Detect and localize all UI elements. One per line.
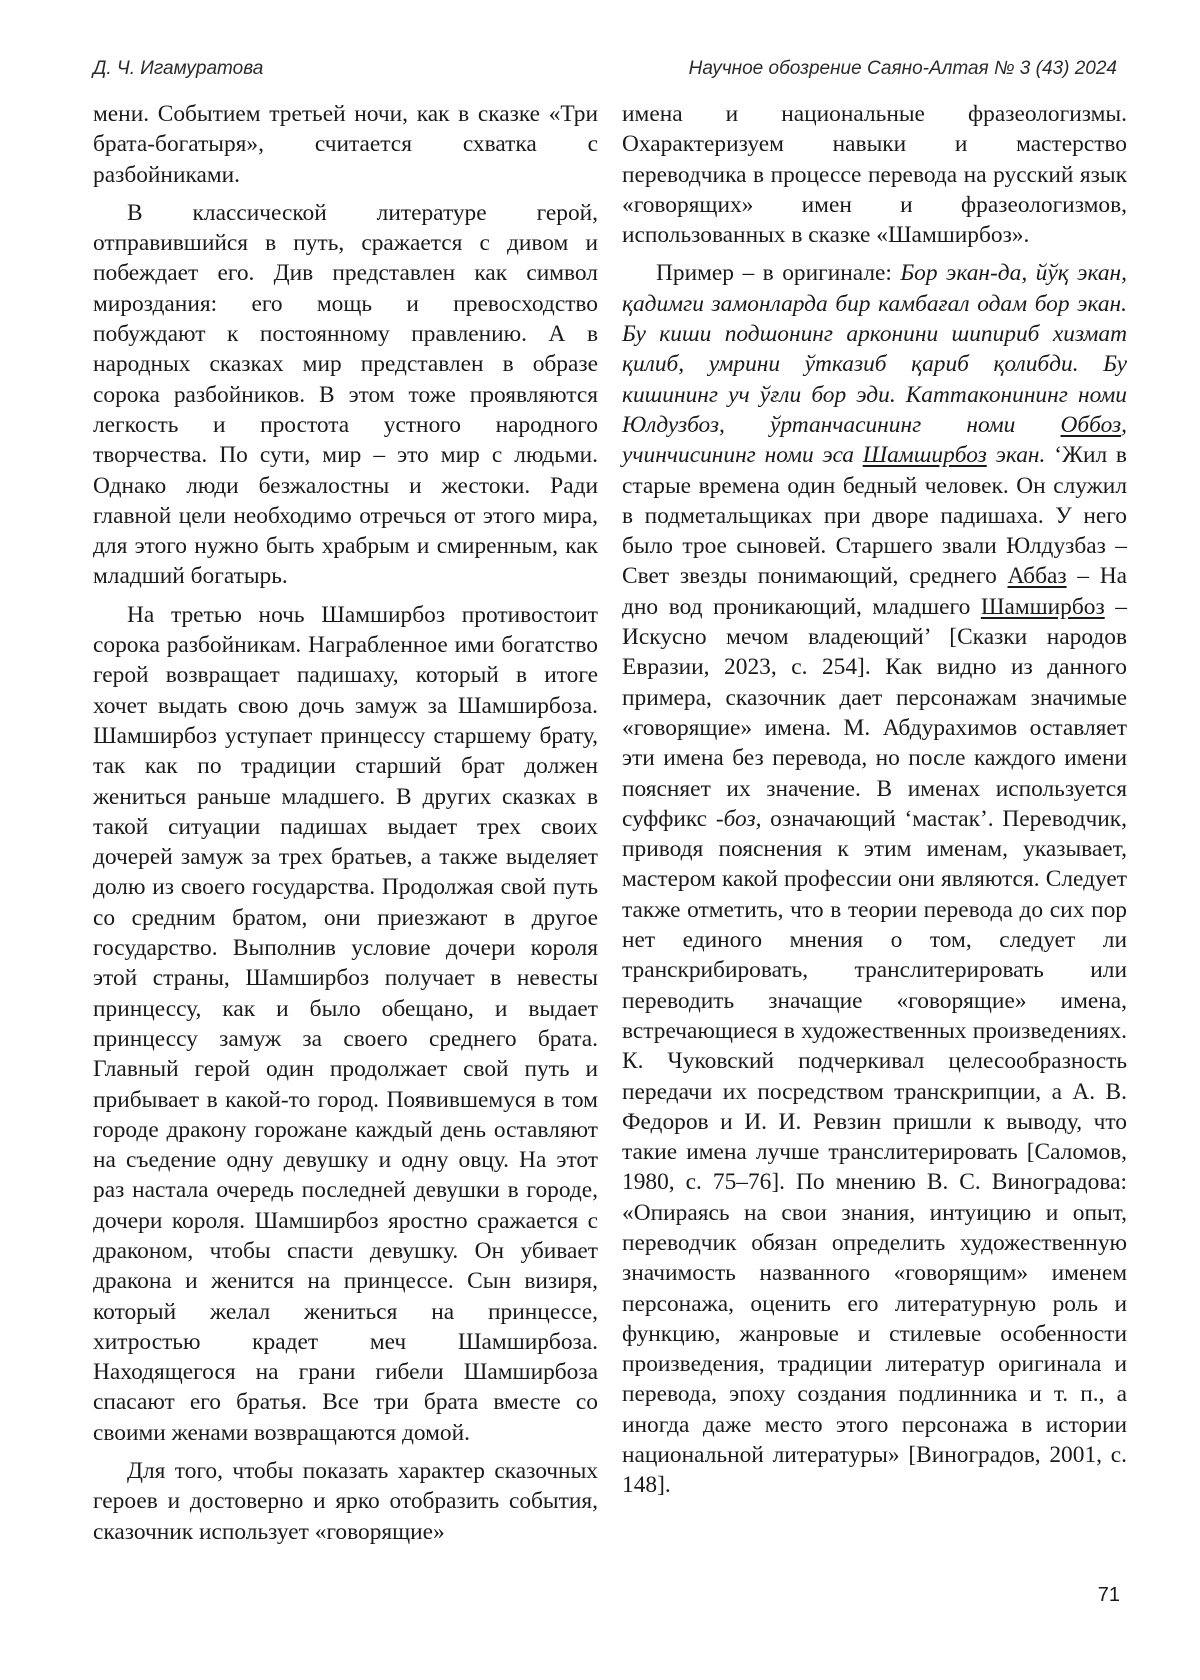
translation-part-d: , означающий ‘мастак’. Переводчик, приводя пояснения к этим именам, указывает, мастером какой профессии они являются. Следует также отметить, что в теории перевода до сих пор нет единого мнения о том, следует ли транскрибировать, транслитерировать или переводить значащие «говорящие» имена, встречающиеся в художественных произведениях. К. Чуковский подчеркивал целесообразность передачи их посредством транскрипции, а А. В. Федоров и И. И. Ревзин пришли к выводу, что такие имена лучше транслитерировать [Саломов, 1980, с. 75–76]. По мнению В. С. Виноградова: «Опираясь на свои знания, интуицию и опыт, переводчик обязан определить художественную значимость названного «говорящим» именем персонажа, оценить его литературную роль и функцию, жанровые и стилевые особенности произведения, традиции литератур оригинала и перевода, эпоху создания подлинника и т. п., а иногда даже место этого персонажа в истории национальной литературы» [Виноградов, 2001, с. 148]. <box>622 805 1127 1499</box>
original-name-shamshirboz: Шамширбоз <box>862 442 987 469</box>
left-column <box>93 99 598 1547</box>
left-paragraph-1: мени. Событием третьей ночи, как в сказке «Три брата-богатыря», считается схватка с разбойниками. <box>93 101 598 188</box>
original-quote-part-b: , учинчисининг номи эса <box>622 411 1127 469</box>
left-paragraph-2: В классической литературе герой, отправившийся в путь, сражается с дивом и побеждает его. Див представлен как символ мироздания: его мощь и превосходство побуждают к постоянному правлению. А в народных сказках мир представлен в образе сорока разбойников. В этом тоже проявляются легкость и простота устного народного творчества. По сути, мир – это мир с людьми. Однако люди безжалостны и жестоки. Ради главной цели необходимо отречься от этого мира, для этого нужно быть храбрым и смиренным, как младший богатырь. <box>93 199 598 590</box>
translation-part-c: – Искусно мечом владеющий’ [Сказки народов Евразии, 2023, с. 254]. Как видно из данного примера, сказочник дает персонажам значимые «говорящие» имена. М. Абдурахимов оставляет эти имена без перевода, но после каждого имени поясняет их значение. В именах используется суффикс <box>622 593 1127 832</box>
header-author: Д. Ч. Игамуратова <box>93 58 264 79</box>
left-paragraph-3: На третью ночь Шамширбоз противостоит сорока разбойникам. Награбленное ими богатство герой возвращает падишаху, который в итоге хочет выдать свою дочь замуж за Шамширбоза. Шамширбоз уступает принцессу старшему брату, так как по традиции старший брат должен жениться раньше младшего. В других сказках в такой ситуации падишах выдает трех своих дочерей замуж за трех братьев, а также выделяет долю из своего государства. Продолжая свой путь со средним братом, они приезжают в другое государство. Выполнив условие дочери короля этой страны, Шамширбоз получает в невесты принцессу, как и было обещано, и выдает принцессу замуж за своего среднего брата. Главный герой один продолжает свой путь и прибывает в какой-то город. Появившемуся в том городе дракону горожане каждый день оставляют на съедение одну девушку и одну овцу. На этот раз настала очередь последней девушки в городе, дочери короля. Шамширбоз яростно сражается с драконом, чтобы спасти девушку. Он убивает дракона и женится на принцессе. Сын визиря, который желал жениться на принцессе, хитростью крадет меч Шамширбоза. Находящегося на грани гибели Шамширбоза спасают его братья. Все три брата вместе со своими женами возвращаются домой. <box>93 601 598 1446</box>
translation-name-shamshirboz: Шамширбоз <box>980 593 1105 620</box>
translation-part-b: – На дно вод проникающий, младшего <box>622 563 1127 620</box>
header-journal: Научное обозрение Саяно-Алтая № 3 (43) 2024 <box>688 58 1117 79</box>
original-name-obboz: Оббоз <box>1060 411 1122 438</box>
example-intro: Пример – в оригинале: <box>656 260 901 287</box>
left-paragraph-4: Для того, чтобы показать характер сказочных героев и достоверно и ярко отобразить события, сказочник использует «говорящие» <box>93 1458 598 1545</box>
page-number: 71 <box>1097 1584 1120 1606</box>
right-paragraph-1: имена и национальные фразеологизмы. Охарактеризуем навыки и мастерство переводчика в процессе перевода на русский язык «говорящих» имен и фразеологизмов, использованных в сказке «Шамширбоз». <box>622 101 1127 249</box>
original-quote-part-c: экан. <box>986 442 1046 469</box>
original-quote-part-a: Бор экан-да, йўқ экан, қадимги замонларда бир камбағал одам бор экан. Бу киши подшонинг арконини шипириб хизмат қилиб, умрини ўтказиб қариб қолибди. Бу кишининг уч ўғли бор эди. Каттаконининг номи Юлдузбоз, ўртанчасининг номи <box>622 260 1127 438</box>
right-column <box>622 99 1127 1501</box>
right-paragraph-2 <box>622 258 1127 1500</box>
translation-part-a: ‘Жил в старые времена один бедный человек. Он служил в подметальщиках при дворе падишаха. У него было трое сыновей. Старшего звали Юлдузбаз – Свет звезды понимающий, среднего <box>622 442 1127 590</box>
running-header <box>93 58 1117 88</box>
translation-name-abbaz: Аббаз <box>1007 563 1067 590</box>
suffix-boz: -боз <box>715 805 756 832</box>
